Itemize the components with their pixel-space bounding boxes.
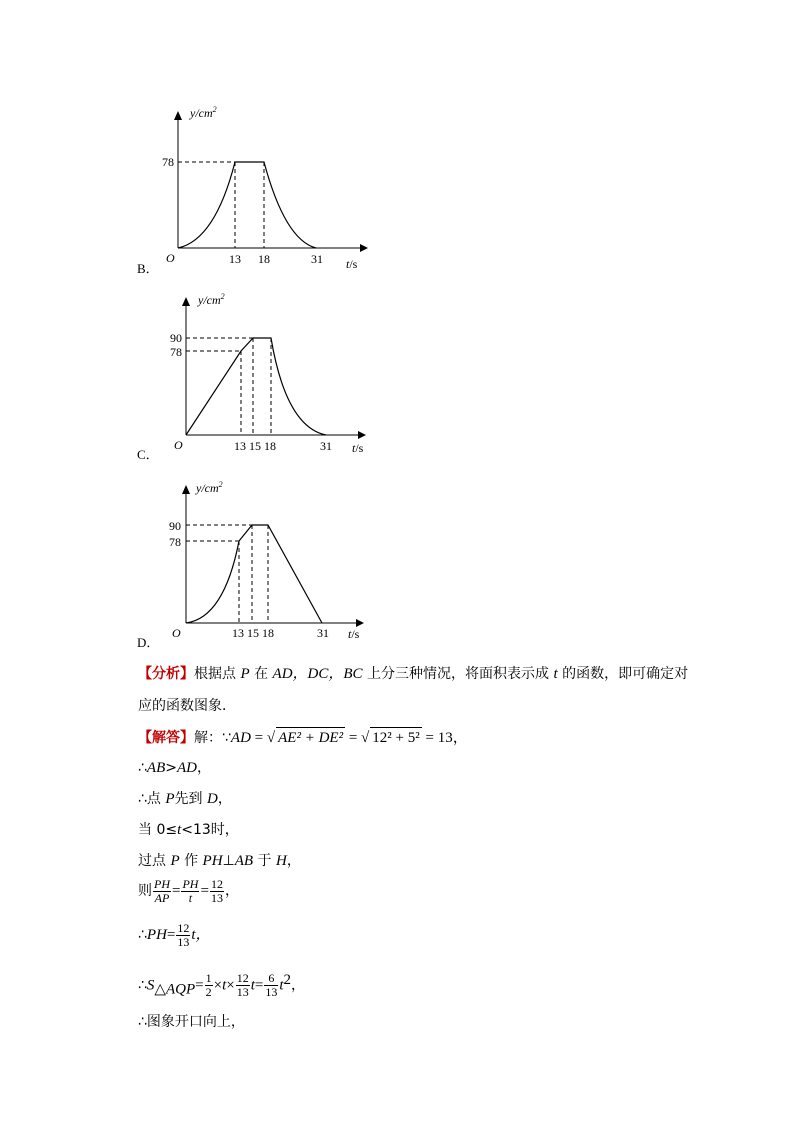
- solution-line-3: ∴点 P先到 D，: [138, 791, 232, 807]
- y-axis-arrow-icon: [182, 297, 190, 306]
- x-axis-arrow-icon: [358, 431, 366, 439]
- solution-line-8: $\therefore S_{\triangle AQP}=$ $\frac{1}{2}$ ×t× $\frac{12}{13}$ t= $\frac{6}{13}$ $t^2$，: [138, 971, 306, 1000]
- graph-curve: [186, 525, 322, 623]
- x-ticks-13-15-18: 13 15 18: [234, 439, 276, 453]
- solution-line-9: ∴图象开口向上，: [138, 1014, 245, 1030]
- solution-line-7: ∴PH= $\frac{12}{13}$ t，: [138, 920, 211, 949]
- y-tick-78: 78: [170, 345, 182, 359]
- graph-curve: [178, 162, 316, 248]
- option-label-b: B．: [137, 261, 159, 276]
- option-label-d: D．: [137, 635, 160, 650]
- x-tick-18: 18: [258, 252, 270, 266]
- y-axis-arrow-icon: [182, 485, 190, 494]
- fraction-6-13: $\frac{6}{13}$: [265, 971, 278, 1000]
- fraction-12-13: $\frac{12}{13}$: [177, 920, 190, 949]
- y-axis-label: $y/cm^2$: [196, 480, 223, 495]
- solution-line-6: 则 $\frac{PH}{AP}$ = $\frac{PH}{t}$ = $\frac{12}{13}$ ，: [138, 876, 239, 905]
- x-axis-arrow-icon: [356, 619, 364, 627]
- x-axis-label: t/s: [346, 257, 358, 271]
- solution-line-1: 【解答】解：∵AD = √ AE² + DE² = √ 12² + 5² = 13，: [138, 727, 468, 748]
- graph-d: [166, 480, 406, 650]
- option-label-c: C．: [137, 447, 159, 462]
- y-tick-90: 90: [169, 519, 181, 533]
- x-tick-13: 13: [229, 252, 241, 266]
- fraction-12-13: $\frac{12}{13}$: [236, 971, 249, 1000]
- y-tick-78: 78: [162, 155, 174, 169]
- analysis-line-2: 应的函数图象．: [138, 698, 236, 714]
- solution-line-5: 过点 P 作 PH⊥AB 于 H，: [138, 853, 301, 869]
- analysis-line-1: 【分析】根据点 P 在 AD，DC，BC 上分三种情况，将面积表示成 t 的函数，即可确定对: [138, 666, 689, 682]
- graph-curve: [186, 338, 326, 435]
- origin-label: O: [166, 251, 175, 265]
- y-axis-label: $y/cm^2$: [198, 292, 225, 307]
- x-ticks-13-15-18: 13 15 18: [232, 626, 274, 640]
- fraction-ph-ap: $\frac{PH}{AP}$: [154, 876, 170, 905]
- x-axis-label: t/s: [348, 627, 360, 641]
- x-axis-arrow-icon: [360, 244, 368, 252]
- graph-c: [166, 292, 406, 472]
- x-tick-31: 31: [317, 626, 329, 640]
- x-tick-31: 31: [320, 439, 332, 453]
- solution-line-4: 当 0≤t<13时，: [138, 822, 239, 838]
- solution-line-2: ∴AB>AD，: [138, 760, 211, 776]
- graph-b: [160, 100, 400, 290]
- fraction-12-13: $\frac{12}{13}$: [210, 876, 223, 905]
- origin-label: O: [174, 438, 183, 452]
- y-tick-78: 78: [169, 535, 181, 549]
- origin-label: O: [172, 626, 181, 640]
- x-axis-label: t/s: [352, 441, 364, 455]
- y-tick-90: 90: [170, 331, 182, 345]
- y-axis-arrow-icon: [174, 111, 182, 120]
- y-axis-label: $y/cm^2$: [190, 105, 217, 120]
- analysis-tag: 【分析】: [138, 666, 194, 682]
- solution-tag: 【解答】: [138, 730, 194, 746]
- x-tick-31: 31: [311, 252, 323, 266]
- fraction-ph-t: $\frac{PH}{t}$: [182, 876, 199, 905]
- fraction-1-2: $\frac{1}{2}$: [205, 971, 212, 1000]
